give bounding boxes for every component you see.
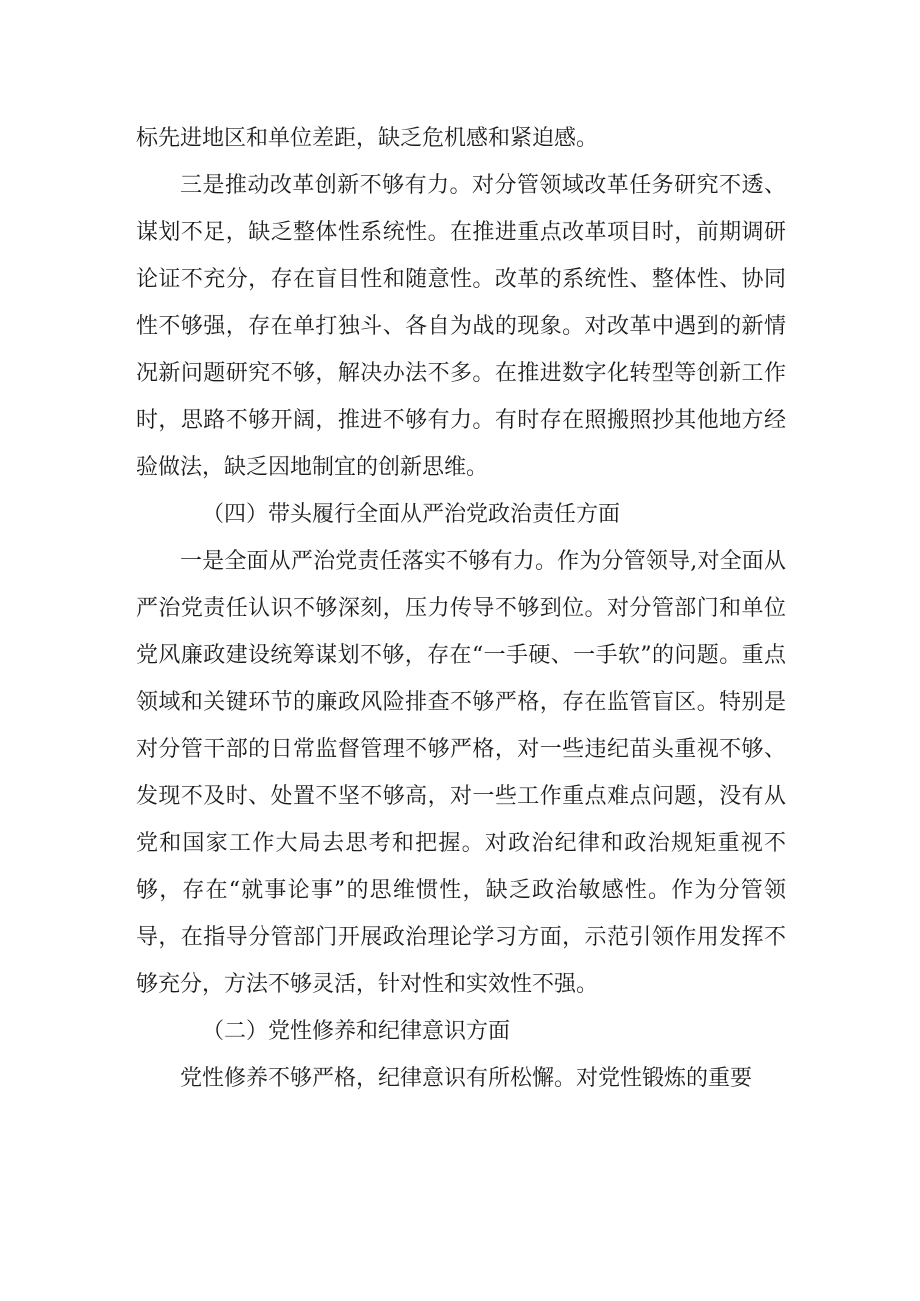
paragraph-reform-innovation: 三是推动改革创新不够有力。对分管领域改革任务研究不透、谋划不足，缺乏整体性系统性。在推进重点改革项目时，前期调研论证不充分，存在盲目性和随意性。改革的系统性、整体性、协同性不够强，存在单打独斗、各自为战的现象。对改革中遇到的新情况新问题研究不够，解决办法不多。在推进数字化转型等创新工作时，思路不够开阔，推进不够有力。有时存在照搬照抄其他地方经验做法，缺乏因地制宜的创新思维。 <box>136 173 786 480</box>
section-heading-four: （四）带头履行全面从严治党政治责任方面 <box>202 502 621 527</box>
document-body <box>136 115 786 1102</box>
paragraph-continuation: 标先进地区和单位差距，缺乏危机感和紧迫感。 <box>136 126 599 151</box>
paragraph-party-responsibility: 一是全面从严治党责任落实不够有力。作为分管领导,对全面从严治党责任认识不够深刻，压力传导不够到位。对分管部门和单位党风廉政建设统筹谋划不够，存在“一手硬、一手软”的问题。重点领域和关键环节的廉政风险排查不够严格，存在监管盲区。特别是对分管干部的日常监督管理不够严格，对一些违纪苗头重视不够、发现不及时、处置不坚不够高，对一些工作重点难点问题，没有从党和国家工作大局去思考和把握。对政治纪律和政治规矩重视不够，存在“就事论事”的思维惯性，缺乏政治敏感性。作为分管领导，在指导分管部门开展政治理论学习方面，示范引领作用发挥不够充分，方法不够灵活，针对性和实效性不强。 <box>136 549 786 997</box>
section-heading-two: （二）党性修养和纪律意识方面 <box>202 1019 511 1044</box>
paragraph-party-cultivation: 党性修养不够严格，纪律意识有所松懈。对党性锻炼的重要 <box>180 1066 753 1091</box>
